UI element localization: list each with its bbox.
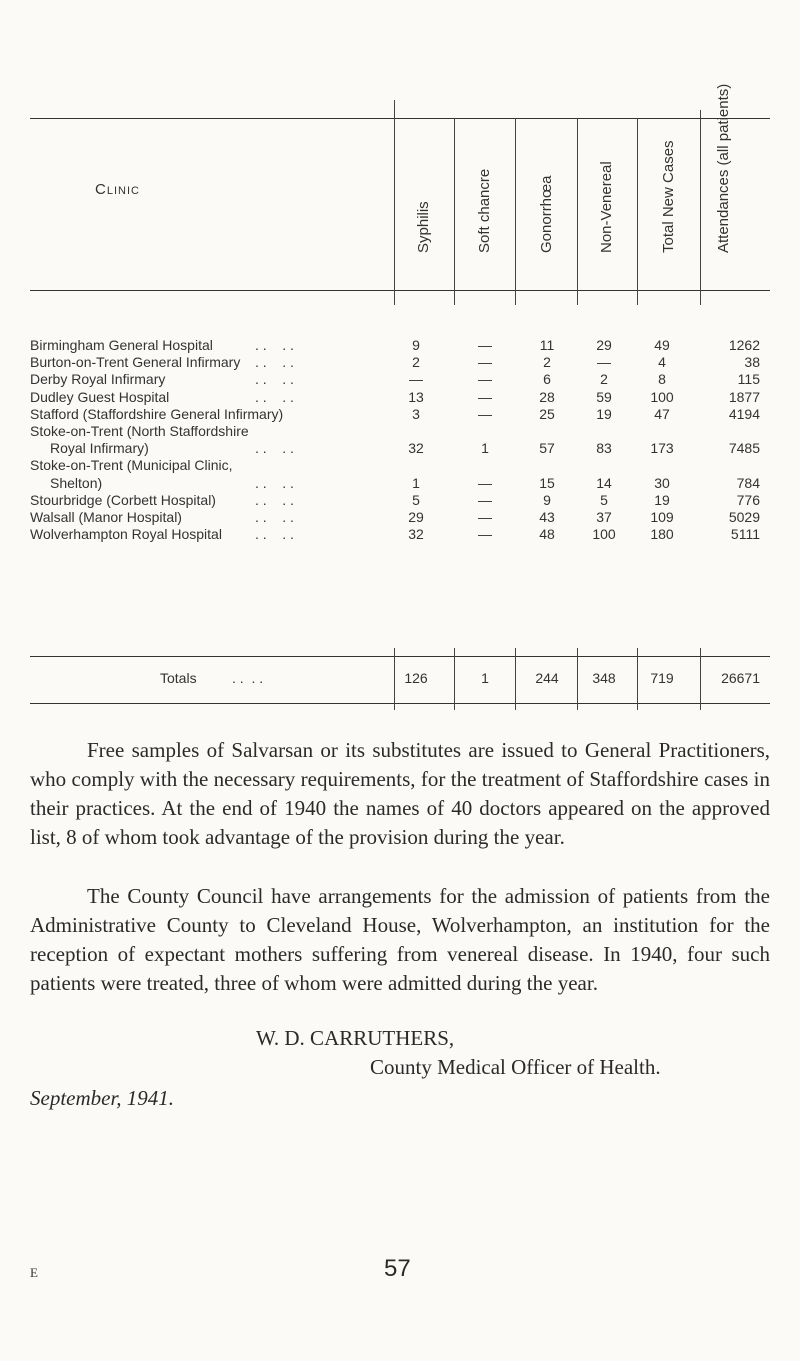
cell-non-venereal: 29: [596, 337, 612, 353]
cell-gonorrhoea: 2: [543, 354, 551, 371]
clinic-name: Shelton): [50, 474, 103, 491]
column-header-non-venereal: Non-Venereal: [598, 161, 615, 253]
leader-dots: . . . .: [255, 337, 294, 353]
column-divider: [515, 118, 516, 305]
cell-non-venereal: —: [597, 354, 611, 371]
signatory-name: W. D. CARRUTHERS,: [256, 1026, 455, 1050]
cell-non-venereal: 2: [600, 371, 608, 388]
paragraph-cleveland-house: The County Council have arrangements for the admission of patients from the Administrative County to Cleveland House, Wolverhampton, an institution for the reception of expectant mothers suffering from venereal disease. In 1940, four such patients were treated, three of whom were admitted during the year.: [30, 884, 770, 995]
column-header-syphilis: Syphilis: [415, 201, 432, 253]
cell-syphilis: 5: [412, 491, 420, 508]
cell-soft-chancre: —: [478, 388, 492, 405]
table-header-rule: [30, 290, 770, 291]
cell-non-venereal: 83: [596, 440, 612, 457]
cell-gonorrhoea: 9: [543, 491, 551, 508]
clinic-name: Burton-on-Trent General Infirmary: [30, 354, 241, 371]
table-row: [0, 475, 800, 492]
column-header-gonorrhoea: Gonorrhœa: [538, 175, 555, 253]
cell-non-venereal: 100: [592, 526, 616, 543]
column-divider: [454, 118, 455, 305]
cell-new-cases: 180: [650, 526, 674, 543]
cell-soft-chancre: —: [478, 405, 492, 422]
cell-gonorrhoea: 11: [539, 337, 555, 353]
cell-attendances: 5111: [730, 526, 760, 543]
cell-non-venereal: 14: [596, 474, 612, 491]
cell-syphilis: 9: [412, 337, 420, 353]
leader-dots: . . . .: [255, 474, 294, 491]
clinic-name: Stafford (Staffordshire General Infirmary): [30, 405, 284, 422]
cell-new-cases: 100: [650, 388, 674, 405]
table-row: [0, 492, 800, 509]
clinic-name: Stourbridge (Corbett Hospital): [30, 491, 216, 508]
cell-non-venereal: 19: [596, 405, 612, 422]
cell-gonorrhoea: 15: [539, 474, 555, 491]
totals-attendances: 26671: [721, 670, 760, 686]
cell-attendances: 784: [736, 474, 760, 491]
leader-dots: . . . .: [255, 354, 294, 371]
paragraph-salvarsan: Free samples of Salvarsan or its substitutes are issued to General Practitioners, who comply with the necessary requirements, for the treatment of Staffordshire cases in their practices. At the end of 1940 the names of 40 doctors appeared on the approved list, 8 of whom took advantage of the provision during the year.: [30, 738, 770, 849]
totals-top-rule: [30, 656, 770, 657]
cell-new-cases: 19: [654, 491, 670, 508]
cell-soft-chancre: —: [478, 491, 492, 508]
leader-dots: . . . .: [255, 509, 294, 525]
cell-attendances: 5029: [728, 509, 760, 525]
totals-gonorrhoea: 244: [535, 670, 559, 686]
totals-non-venereal: 348: [592, 670, 616, 686]
cell-gonorrhoea: 57: [539, 440, 555, 457]
cell-attendances: 1877: [728, 388, 760, 405]
cell-gonorrhoea: 43: [539, 509, 555, 525]
cell-new-cases: 49: [654, 337, 670, 353]
clinic-name: Stoke-on-Trent (Municipal Clinic,: [30, 457, 233, 474]
cell-syphilis: 1: [412, 474, 420, 491]
cell-new-cases: 8: [658, 371, 666, 388]
column-divider: [637, 118, 638, 305]
table-row: [0, 440, 800, 457]
table-row: [0, 337, 800, 354]
table-row: [0, 526, 800, 543]
cell-attendances: 7485: [728, 440, 760, 457]
signature-mark: E: [30, 1265, 38, 1280]
column-divider: [394, 100, 395, 305]
cell-soft-chancre: —: [478, 509, 492, 525]
column-header-total-new-cases: Total New Cases: [660, 140, 677, 253]
leader-dots: . . . .: [255, 491, 294, 508]
cell-new-cases: 109: [650, 509, 674, 525]
cell-syphilis: 32: [408, 440, 424, 457]
totals-soft-chancre: 1: [481, 670, 489, 686]
cell-soft-chancre: —: [478, 337, 492, 353]
cell-soft-chancre: —: [478, 371, 492, 388]
totals-label: Totals: [160, 670, 197, 686]
clinic-name: Birmingham General Hospital: [30, 337, 213, 353]
cell-soft-chancre: —: [478, 354, 492, 371]
cell-syphilis: 29: [408, 509, 424, 525]
cell-non-venereal: 5: [600, 491, 608, 508]
cell-syphilis: 3: [412, 405, 420, 422]
clinic-name: Royal Infirmary): [50, 440, 149, 457]
table-row: [0, 354, 800, 371]
clinic-name: Derby Royal Infirmary: [30, 371, 166, 388]
leader-dots: . . . .: [255, 526, 294, 543]
table-row: [0, 457, 800, 474]
cell-attendances: 115: [737, 371, 760, 388]
table-row: [0, 509, 800, 526]
cell-soft-chancre: 1: [481, 440, 489, 457]
table-row: [0, 371, 800, 388]
cell-new-cases: 4: [658, 354, 666, 371]
cell-non-venereal: 59: [596, 388, 612, 405]
cell-non-venereal: 37: [596, 509, 612, 525]
cell-syphilis: 2: [412, 354, 420, 371]
cell-attendances: 38: [744, 354, 760, 371]
table-row: [0, 423, 800, 440]
report-date: September, 1941.: [30, 1086, 175, 1110]
cell-syphilis: 32: [408, 526, 424, 543]
page-number: 57: [384, 1255, 411, 1282]
clinic-column-header: Clinic: [95, 181, 140, 198]
leader-dots: . . . .: [255, 371, 294, 388]
totals-new-cases: 719: [650, 670, 674, 686]
cell-soft-chancre: —: [478, 474, 492, 491]
signatory-title: County Medical Officer of Health.: [370, 1055, 661, 1079]
cell-syphilis: 13: [408, 388, 424, 405]
cell-gonorrhoea: 48: [539, 526, 555, 543]
totals-row: [0, 670, 800, 687]
cell-gonorrhoea: 28: [539, 388, 555, 405]
cell-gonorrhoea: 25: [539, 405, 555, 422]
cell-attendances: 1262: [728, 337, 760, 353]
table-row: [0, 406, 800, 423]
cell-attendances: 4194: [728, 405, 760, 422]
leader-dots: . . . .: [232, 670, 264, 686]
cell-gonorrhoea: 6: [543, 371, 551, 388]
leader-dots: . . . .: [255, 440, 294, 457]
attendances-label: Attendances (all patients): [715, 83, 732, 253]
cell-new-cases: 47: [654, 405, 670, 422]
cell-soft-chancre: —: [478, 526, 492, 543]
cell-new-cases: 173: [650, 440, 674, 457]
leader-dots: . . . .: [255, 388, 294, 405]
clinic-name: Dudley Guest Hospital: [30, 388, 170, 405]
clinic-name: Wolverhampton Royal Hospital: [30, 526, 222, 543]
table-row: [0, 389, 800, 406]
cell-attendances: 776: [736, 491, 760, 508]
clinic-name: Walsall (Manor Hospital): [30, 509, 182, 525]
totals-syphilis: 126: [404, 670, 428, 686]
cell-syphilis: —: [409, 371, 423, 388]
cell-new-cases: 30: [654, 474, 670, 491]
table-bottom-rule: [30, 703, 770, 704]
column-header-attendances: [715, 84, 732, 253]
table-top-rule: [30, 118, 770, 119]
column-header-soft-chancre: Soft chancre: [476, 168, 493, 253]
clinic-name: Stoke-on-Trent (North Staffordshire: [30, 423, 249, 439]
column-divider: [577, 118, 578, 305]
column-divider: [700, 110, 701, 305]
